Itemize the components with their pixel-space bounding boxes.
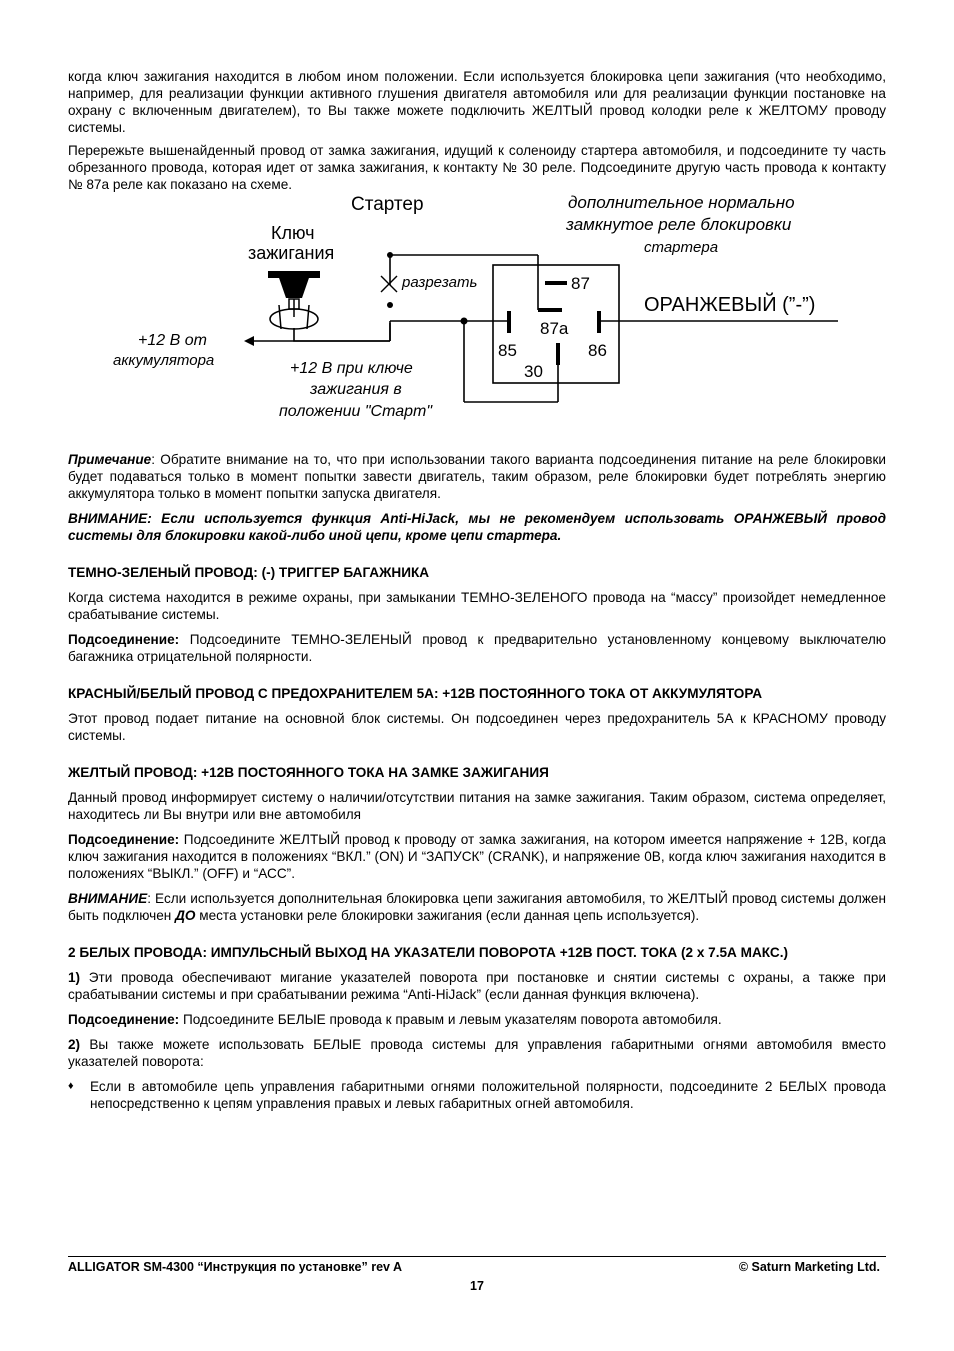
yellow-connection-text: Подсоедините ЖЕЛТЫЙ провод к проводу от замка зажигания, на котором имеется напряжение + 12В, когда ключ зажигания находится в положениях “ВКЛ.” (ON) И “ЗАПУСК” (CRANK), и напряжение 0В, когда ключ зажигания находится в положениях “ВЫКЛ.” (OFF) и “АСС”.: [68, 832, 886, 881]
note-paragraph: [68, 451, 886, 502]
label-battery-1: +12 В от: [138, 332, 207, 349]
paragraph-white-1: [68, 969, 886, 1003]
heading-dark-green: ТЕМНО-ЗЕЛЕНЫЙ ПРОВОД: (-) ТРИГГЕР БАГАЖНИКА: [68, 565, 430, 580]
note-label: Примечание: [68, 452, 152, 467]
heading-red-white: КРАСНЫЙ/БЕЛЫЙ ПРОВОД С ПРЕДОХРАНИТЕЛЕМ 5А: +12В ПОСТОЯННОГО ТОКА ОТ АККУМУЛЯТОРА: [68, 686, 763, 701]
paragraph-dark-green: Когда система находится в режиме охраны, при замыкании ТЕМНО-ЗЕЛЕНОГО провода на “массу” произойдет немедленное срабатывание системы.: [68, 590, 886, 622]
footer-divider: [68, 1256, 886, 1257]
bullet-diamond-icon: ♦: [68, 1080, 74, 1092]
label-cut: разрезать: [402, 274, 478, 291]
label-pin-85: 85: [498, 341, 517, 360]
connection-label: Подсоединение:: [68, 632, 180, 647]
yellow-warning-b: места установки реле блокировки зажигания (если данная цепь используется).: [195, 908, 700, 923]
page-footer: [68, 1260, 880, 1274]
item-number-2: 2): [68, 1037, 81, 1052]
page-content: [68, 68, 886, 1112]
page-number: 17: [470, 1279, 484, 1293]
white-connection-text: Подсоедините БЕЛЫЕ провода к правым и левым указателям поворота автомобиля.: [179, 1012, 722, 1027]
ignition-key-icon: [268, 271, 320, 329]
dark-green-connection-text: Подсоедините ТЕМНО-ЗЕЛЕНЫЙ провод к предварительно установленному концевому выключателю багажника отрицательной полярности.: [68, 632, 886, 664]
paragraph-yellow: Данный провод информирует систему о наличии/отсутствии питания на замке зажигания. Таким образом, система определяет, находитесь ли Вы внутри или вне автомобиля: [68, 790, 886, 822]
warning-anti-hijack: ВНИМАНИЕ: Если используется функция Anti-HiJack, мы не рекомендуем использовать ОРАНЖЕВЫЙ провод системы для блокировки какой-либо иной цепи, кроме цепи стартера.: [68, 511, 886, 543]
paragraph-cut-wire: Перережьте вышенайденный провод от замка зажигания, идущий к соленоиду стартера автомобиля, и подсоедините ту часть обрезанного провода, которая идет от замка зажигания, к контакту № 30 реле. Подсоедините другую часть провода к контакту № 87а реле как показано на схеме.: [68, 143, 886, 192]
note-text: : Обратите внимание на то, что при использовании такого варианта подсоединения питание на реле блокировки будет подаваться только в момент попытки завести двигатель, таким образом, реле блокировки будет потреблять энергию аккумулятора только в момент попытки запуска двигателя.: [68, 452, 886, 501]
label-relay-1: дополнительное нормально: [568, 195, 795, 212]
paragraph-yellow-connection: [68, 831, 886, 882]
heading-white: 2 БЕЛЫХ ПРОВОДА: ИМПУЛЬСНЫЙ ВЫХОД НА УКАЗАТЕЛИ ПОВОРОТА +12В ПОСТ. ТОКА (2 х 7.5А МАКС.): [68, 945, 789, 960]
starter-relay-diagram: [68, 195, 886, 445]
label-start-3: положении "Старт": [279, 403, 433, 420]
connection-label: Подсоединение:: [68, 832, 180, 847]
label-relay-2: замкнутое реле блокировки: [566, 215, 792, 234]
label-start-2: зажигания в: [310, 381, 402, 398]
label-relay-3: стартера: [644, 239, 719, 256]
label-starter: Стартер: [351, 195, 424, 215]
yellow-warning-a: : Если используется дополнительная блокировка цепи зажигания автомобиля, то ЖЕЛТЫЙ провод системы должен быть подключен: [68, 891, 886, 923]
paragraph-dark-green-connection: [68, 631, 886, 665]
white-text-1: Эти провода обеспечивают мигание указателей поворота при постановке и снятии системы с охраны, а также при срабатывании системы и при срабатывании режима “Anti-HiJack” (если данная функция включена).: [68, 970, 886, 1002]
label-start-1: +12 В при ключе: [290, 360, 413, 377]
list-item: [68, 1078, 886, 1112]
paragraph-ignition: когда ключ зажигания находится в любом ином положении. Если используется блокировка цепи зажигания (что необходимо, например, для реализации функции активного глушения двигателя автомобиля или для реализации функции постановке на охрану с включенным двигателем), то Вы также можете подключить ЖЕЛТЫЙ провод колодки реле к ЖЕЛТОМУ проводу системы.: [68, 69, 886, 135]
warning-label: ВНИМАНИЕ: [68, 891, 148, 906]
item-number-1: 1): [68, 970, 81, 985]
paragraph-white-2: [68, 1036, 886, 1070]
label-battery-2: аккумулятора: [113, 352, 215, 369]
paragraph-white-connection: [68, 1011, 886, 1028]
footer-copyright: © Saturn Marketing Ltd.: [738, 1260, 880, 1274]
footer-title: ALLIGATOR SM-4300 “Инструкция по установке” rev A: [68, 1260, 403, 1274]
bullet-text: Если в автомобиле цепь управления габаритными огнями положительной полярности, подсоедините 2 БЕЛЫХ провода непосредственно к цепям управления правых и левых габаритных огней автомобиля.: [90, 1079, 886, 1111]
paragraph-red-white: Этот провод подает питание на основной блок системы. Он подсоединен через предохранитель 5А к КРАСНОМУ проводу системы.: [68, 711, 886, 743]
connection-label: Подсоединение:: [68, 1012, 180, 1027]
paragraph-yellow-warning: [68, 890, 886, 924]
heading-yellow: ЖЕЛТЫЙ ПРОВОД: +12В ПОСТОЯННОГО ТОКА НА ЗАМКЕ ЗАЖИГАНИЯ: [68, 765, 549, 780]
label-pin-30: 30: [524, 362, 543, 381]
label-key-2: зажигания: [248, 243, 335, 263]
wiring-diagram-svg: [68, 195, 886, 445]
label-pin-87a: 87a: [540, 319, 569, 338]
label-orange-wire: ОРАНЖЕВЫЙ (”-”): [644, 294, 816, 316]
white-text-2: Вы также можете использовать БЕЛЫЕ провода системы для управления габаритными огнями автомобиля вместо указателей поворота:: [68, 1037, 886, 1069]
label-pin-86: 86: [588, 341, 607, 360]
yellow-warning-do: ДО: [175, 908, 196, 923]
label-key-1: Ключ: [271, 223, 315, 243]
label-pin-87: 87: [571, 274, 590, 293]
